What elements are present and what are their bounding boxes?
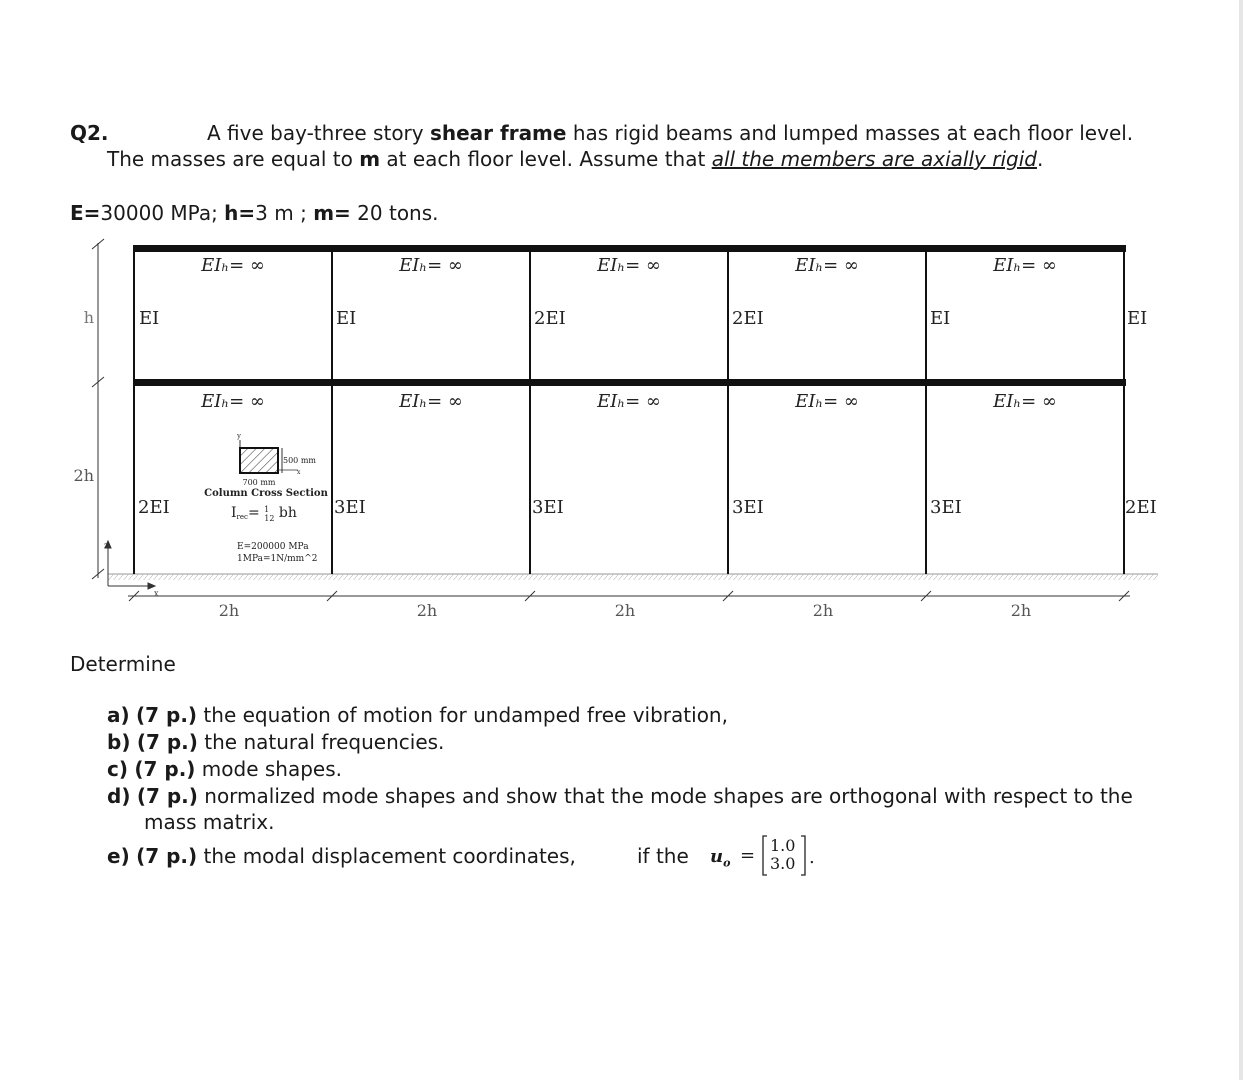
upper-column-label-4: 2EI xyxy=(732,308,764,329)
if-the-text: if the xyxy=(637,844,689,868)
initial-equals: = xyxy=(740,845,756,866)
section-axis-y: y xyxy=(237,432,241,440)
axially-rigid-phrase: all the members are axially rigid xyxy=(711,147,1037,171)
bay-width-2: 2h xyxy=(416,601,438,620)
upper-column-label-6: EI xyxy=(1127,308,1148,329)
beam-label-top-2: EIₕ= ∞ xyxy=(399,255,463,276)
ground-hatch xyxy=(108,574,1158,580)
upper-column-label-3: 2EI xyxy=(534,308,566,329)
bay-width-3: 2h xyxy=(614,601,636,620)
roof-beam xyxy=(133,245,1126,252)
axis-z-label: z xyxy=(104,541,109,550)
global-axes xyxy=(105,541,155,589)
height-dimension-line xyxy=(92,239,104,579)
initial-vector-value-1: 1.0 xyxy=(770,836,796,855)
story-height-h: h xyxy=(83,308,94,327)
question-intro-line2: The masses are equal to m at each floor level. Assume that all the members are axially rigid. xyxy=(107,147,1044,171)
section-material-e: E=200000 MPa xyxy=(237,542,309,552)
section-title: Column Cross Section xyxy=(204,488,328,499)
item-a: a) (7 p.) the equation of motion for undamped free vibration, xyxy=(107,703,728,727)
lower-column-label-2: 3EI xyxy=(334,497,366,518)
question-number: Q2. xyxy=(70,121,109,145)
axis-x-label: x xyxy=(154,589,159,598)
beam-label-mid-2: EIₕ= ∞ xyxy=(399,391,463,412)
section-axis-x: x xyxy=(297,469,301,476)
item-b: b) (7 p.) the natural frequencies. xyxy=(107,730,445,754)
lower-column-label-5: 3EI xyxy=(930,497,962,518)
section-dim-h: 700 mm xyxy=(242,478,276,487)
question-intro-line1: A five bay-three story shear frame has rigid beams and lumped masses at each floor level. xyxy=(207,121,1134,145)
item-c: c) (7 p.) mode shapes. xyxy=(107,757,342,781)
bay-width-4: 2h xyxy=(812,601,834,620)
initial-end-period: . xyxy=(809,847,815,868)
beam-label-mid-4: EIₕ= ∞ xyxy=(795,391,859,412)
parameters-line: E=30000 MPa; h=3 m ; m= 20 tons. xyxy=(70,201,439,225)
item-e: e) (7 p.) the modal displacement coordinates, xyxy=(107,844,576,868)
upper-column-label-1: EI xyxy=(139,308,160,329)
section-unit-note: 1MPa=1N/mm^2 xyxy=(237,554,318,564)
section-rectangle xyxy=(240,448,278,473)
lower-column-label-1: 2EI xyxy=(138,497,170,518)
beam-label-top-5: EIₕ= ∞ xyxy=(993,255,1057,276)
upper-column-label-5: EI xyxy=(930,308,951,329)
beam-label-top-1: EIₕ= ∞ xyxy=(201,255,265,276)
inertia-formula: Irec= $^1$ 12 bh xyxy=(231,505,297,523)
upper-column-label-2: EI xyxy=(336,308,357,329)
floor-beam xyxy=(133,379,1126,386)
column-cross-section xyxy=(204,432,328,564)
beam-label-mid-1: EIₕ= ∞ xyxy=(201,391,265,412)
initial-vector-value-2: 3.0 xyxy=(770,854,796,873)
width-dimension-line xyxy=(128,591,1130,601)
beam-label-mid-5: EIₕ= ∞ xyxy=(993,391,1057,412)
lower-column-label-6: 2EI xyxy=(1125,497,1157,518)
section-dim-b: 500 mm xyxy=(283,456,316,465)
bay-width-1: 2h xyxy=(218,601,240,620)
bay-width-5: 2h xyxy=(1010,601,1032,620)
lower-column-label-3: 3EI xyxy=(532,497,564,518)
item-d-continuation: mass matrix. xyxy=(144,810,275,834)
story-height-2h: 2h xyxy=(73,466,94,485)
item-d: d) (7 p.) normalized mode shapes and show that the mode shapes are orthogonal with respect to the xyxy=(107,784,1133,808)
lower-column-label-4: 3EI xyxy=(732,497,764,518)
initial-displacement-symbol: $u_o$ xyxy=(710,846,731,870)
beam-label-top-3: EIₕ= ∞ xyxy=(597,255,661,276)
beam-label-top-4: EIₕ= ∞ xyxy=(795,255,859,276)
determine-heading: Determine xyxy=(70,652,176,676)
beam-label-mid-3: EIₕ= ∞ xyxy=(597,391,661,412)
